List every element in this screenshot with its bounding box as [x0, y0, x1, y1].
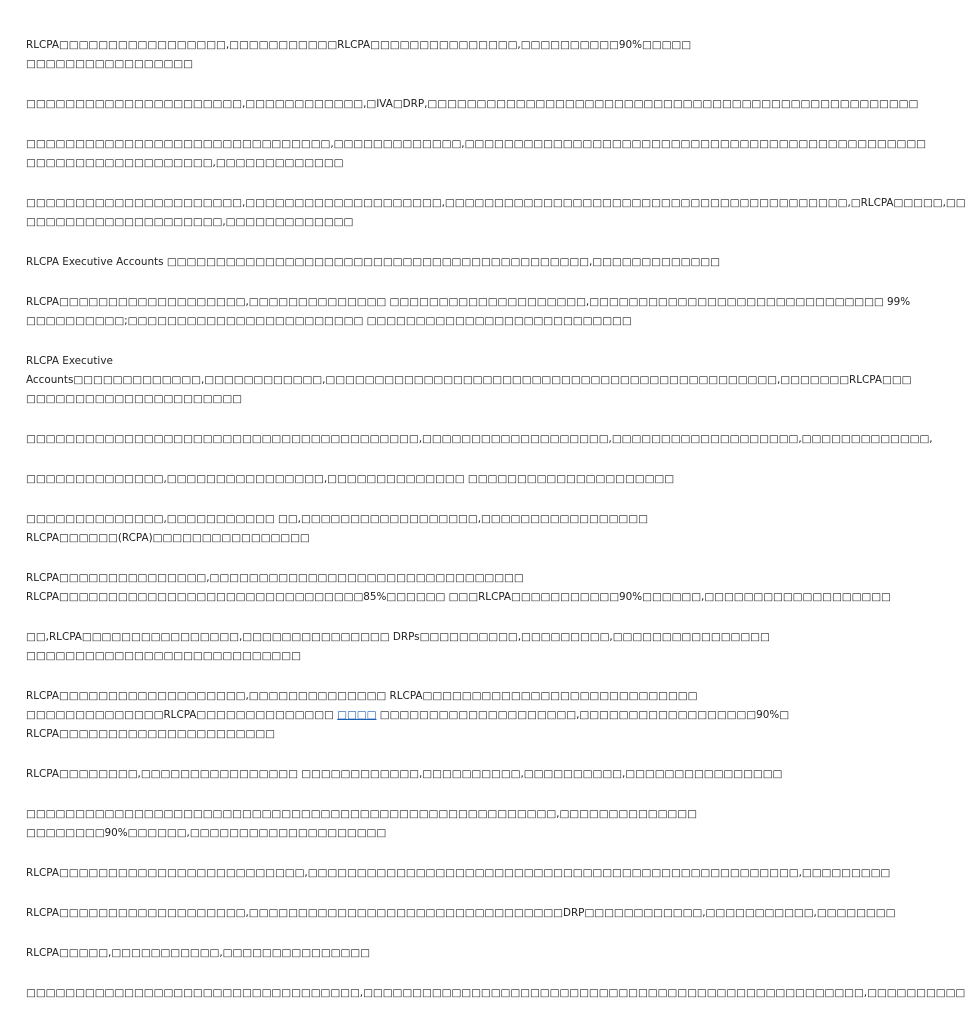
paragraph — [26, 805, 720, 843]
text-line: RLCPA□□□□□□□□□□□□□□□□□□□□□□□□□□□□□□□85%□□□□□□ □□□RLCPA□□□□□□□□□□□90%□□□□□□,□□□□□□□□□□□□□□□□□□□ — [26, 591, 891, 603]
text-line: □□,RLCPA□□□□□□□□□□□□□□□□,□□□□□□□□□□□□□□□ DRPs□□□□□□□□□□,□□□□□□□□□,□□□□□□□□□□□□□□□□ — [26, 631, 770, 643]
text-line: □□□□□□□□□□□□□□□□□□□□□□,□□□□□□□□□□□□,□IVA□DRP,□□□□□□□□□□□□□□□□□□□□□□□□□□□□□□□□□□□□□□□□□□□□□□□□□□ — [26, 98, 919, 110]
text-line: □□□□□□□□□□□□□□□□□ — [26, 58, 193, 70]
text-line — [26, 706, 790, 725]
text-fragment: □□□□□□□□□□□□□□RLCPA□□□□□□□□□□□□□□ — [26, 709, 338, 721]
text-line: □□□□□□□□□□□□□□□□□□□□□□□□□□□□□□□□□□□□□□□□,□□□□□□□□□□□□□□□□□□□,□□□□□□□□□□□□□□□□□□□,□□□□□□□□□□□□□, — [26, 433, 933, 445]
paragraph — [26, 135, 926, 173]
paragraph — [26, 194, 966, 232]
text-line: □□□□□□□□□□□□□□□□□□□□□□□□□□□□□□□□□□□□□□□□□□□□□□□□□□□□□□,□□□□□□□□□□□□□□ — [26, 808, 697, 820]
text-line: RLCPA□□□□□□(RCPA)□□□□□□□□□□□□□□□□ — [26, 532, 310, 544]
paragraph — [26, 293, 911, 331]
paragraph — [26, 95, 919, 114]
text-line: RLCPA□□□□□□□□□□□□□□□□□□□□□□□□□,□□□□□□□□□□□□□□□□□□□□□□□□□□□□□□□□□□□□□□□□□□□□□□□□□□,□□□□□□□□□ — [26, 867, 891, 879]
document-body — [26, 36, 966, 1024]
inline-link[interactable]: □□□□ — [337, 709, 377, 721]
text-line: RLCPA□□□□□□□□□□□□□□□□□□□□□□ — [26, 728, 275, 740]
text-line: RLCPA Executive Accounts □□□□□□□□□□□□□□□□□□□□□□□□□□□□□□□□□□□□□□□□□□□,□□□□□□□□□□□□□ — [26, 256, 720, 268]
text-line: RLCPA□□□□□□□□□□□□□□□□□□□,□□□□□□□□□□□□□□ □□□□□□□□□□□□□□□□□□□□,□□□□□□□□□□□□□□□□□□□□□□□□□□□□□□ 99% — [26, 296, 911, 308]
text-line: □□□□□□□□□□□□□□,□□□□□□□□□□□ □□,□□□□□□□□□□□□□□□□□□,□□□□□□□□□□□□□□□□□ — [26, 513, 648, 525]
paragraph — [26, 904, 896, 923]
paragraph — [26, 864, 891, 883]
text-line: □□□□□□□□□□□□□□□□□□□□□□ — [26, 393, 242, 405]
text-line: □□□□□□□□□□□□□□□□□□□□□□□□□□□□□□□□□□,□□□□□□□□□□□□□□□□□□□□□□□□□□□□□□□□□□□□□□□□□□□□□□□□□□□,□□□□□□□□□□ — [26, 987, 966, 999]
text-line: □□□□□□□□90%□□□□□□,□□□□□□□□□□□□□□□□□□□□ — [26, 827, 387, 839]
paragraph — [26, 470, 720, 489]
paragraph — [26, 430, 933, 449]
text-line: RLCPA Executive — [26, 355, 113, 367]
text-line: □□□□□□□□□□;□□□□□□□□□□□□□□□□□□□□□□□□ □□□□□□□□□□□□□□□□□□□□□□□□□□□ — [26, 315, 632, 327]
text-line: □□□□□□□□□□□□□□□□□□□□□□□□□□□□ — [26, 650, 301, 662]
text-line: □□□□□□□□□□□□□□□□□□□□□□,□□□□□□□□□□□□□□□□□□□□,□□□□□□□□□□□□□□□□□□□□□□□□□□□□□□□□□□□□□□□□□,□RLCPA□□□□□,□□ — [26, 197, 966, 209]
paragraph — [26, 765, 783, 784]
text-line: RLCPA□□□□□□□□,□□□□□□□□□□□□□□□□ □□□□□□□□□□□□,□□□□□□□□□□,□□□□□□□□□□,□□□□□□□□□□□□□□□□ — [26, 768, 783, 780]
paragraph — [26, 36, 720, 74]
paragraph — [26, 628, 770, 666]
text-line: □□□□□□□□□□□□□□□□□□□□□□□□□□□□□□□,□□□□□□□□□□□□□,□□□□□□□□□□□□□□□□□□□□□□□□□□□□□□□□□□□□□□□□□□□□□□□ — [26, 138, 926, 150]
paragraph — [26, 253, 720, 272]
text-line: RLCPA□□□□□□□□□□□□□□□□□,□□□□□□□□□□□RLCPA□□□□□□□□□□□□□□□,□□□□□□□□□□90%□□□□□ — [26, 39, 692, 51]
text-line: RLCPA□□□□□□□□□□□□□□□,□□□□□□□□□□□□□□□□□□□□□□□□□□□□□□□□ — [26, 572, 524, 584]
text-line: Accounts□□□□□□□□□□□□□,□□□□□□□□□□□□,□□□□□□□□□□□□□□□□□□□□□□□□□□□□□□□□□□□□□□□□□□□□□□,□□□□□□□RLCPA□□□ — [26, 374, 912, 386]
paragraph — [26, 944, 720, 963]
text-fragment: □□□□□□□□□□□□□□□□□□□□,□□□□□□□□□□□□□□□□□□90%□ — [376, 709, 790, 721]
text-line: □□□□□□□□□□□□□□□□□□□,□□□□□□□□□□□□□ — [26, 157, 344, 169]
text-line: □□□□□□□□□□□□□□,□□□□□□□□□□□□□□□□,□□□□□□□□□□□□□□ □□□□□□□□□□□□□□□□□□□□□ — [26, 473, 675, 485]
paragraph — [26, 569, 891, 607]
text-line: □□□□□□□□□□□□□□□□□□□□,□□□□□□□□□□□□□ — [26, 216, 354, 228]
text-line: RLCPA□□□□□,□□□□□□□□□□□,□□□□□□□□□□□□□□□ — [26, 947, 370, 959]
text-line: RLCPA□□□□□□□□□□□□□□□□□□□,□□□□□□□□□□□□□□□□□□□□□□□□□□□□□□□□DRP□□□□□□□□□□□□,□□□□□□□□□□□,□□□□□□□□ — [26, 907, 896, 919]
text-line: RLCPA□□□□□□□□□□□□□□□□□□□,□□□□□□□□□□□□□□ RLCPA□□□□□□□□□□□□□□□□□□□□□□□□□□□□ — [26, 690, 698, 702]
paragraph — [26, 352, 912, 409]
paragraph — [26, 984, 966, 1003]
paragraph — [26, 687, 790, 744]
paragraph — [26, 510, 720, 548]
